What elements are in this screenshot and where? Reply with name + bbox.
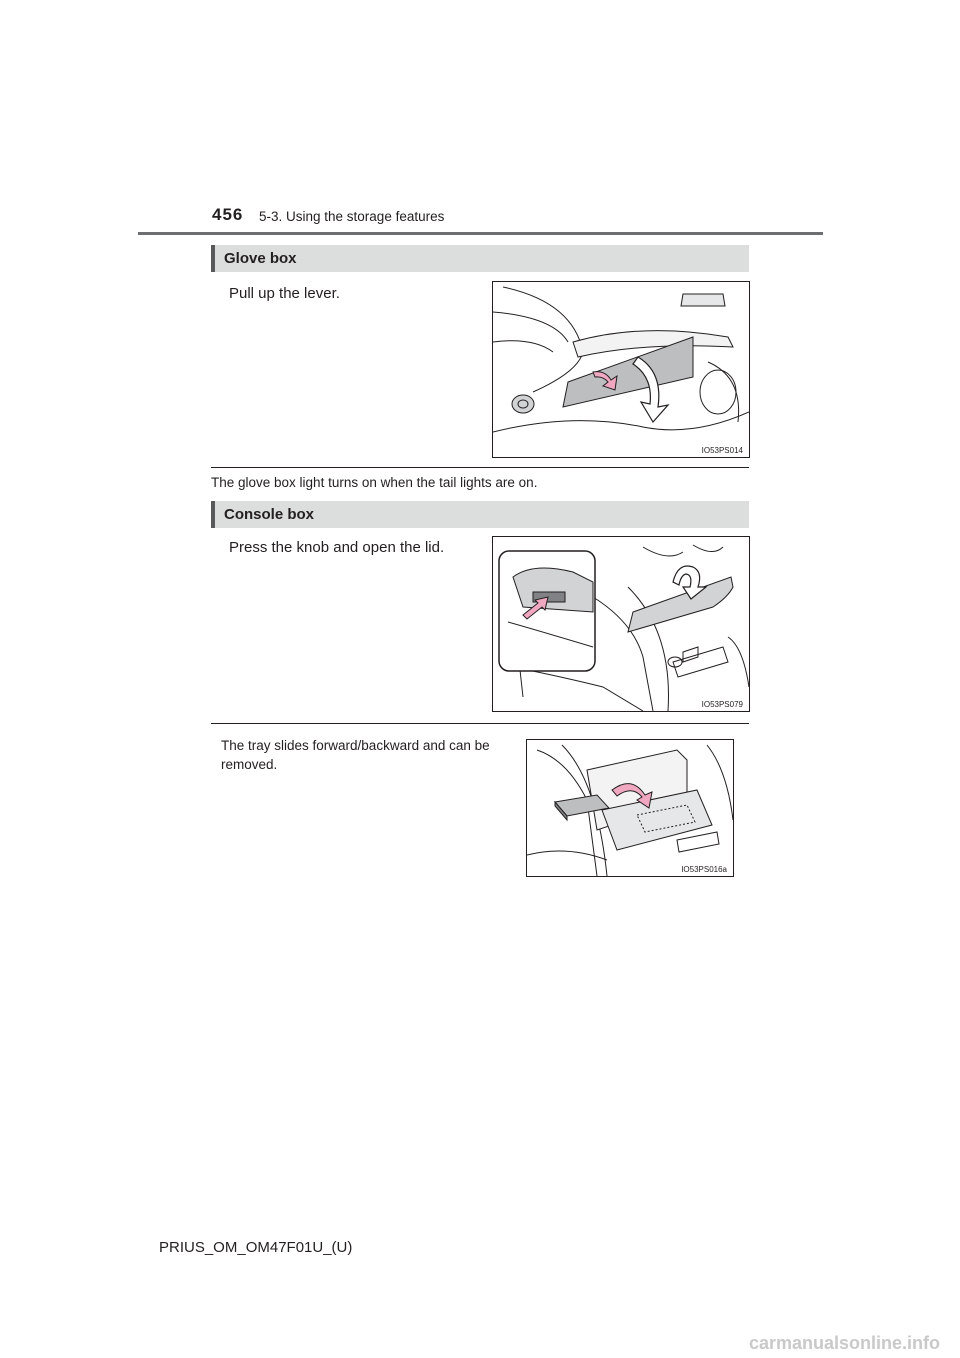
console-tray-figure-code: IO53PS016a [681, 865, 727, 874]
glove-box-figure-code: IO53PS014 [701, 446, 743, 455]
console-box-instruction: Press the knob and open the lid. [229, 539, 445, 556]
page-number: 456 [212, 205, 244, 224]
glove-box-heading-bar [211, 245, 749, 272]
section-title: 5-3. Using the storage features [259, 209, 445, 224]
watermark: carmanualsonline.info [748, 1333, 940, 1353]
console-box-figure [492, 536, 750, 712]
console-box-figure-code: IO53PS079 [701, 700, 743, 709]
footer-doc-id: PRIUS_OM_OM47F01U_(U) [159, 1239, 353, 1256]
glove-box-figure [492, 281, 750, 458]
glove-box-rule [211, 467, 749, 468]
console-box-illustration [493, 537, 749, 711]
glove-box-instruction: Pull up the lever. [229, 285, 340, 302]
console-box-heading: Console box [224, 506, 315, 523]
console-box-rule [211, 723, 749, 724]
heading-accent [211, 501, 215, 528]
glove-box-heading: Glove box [224, 250, 297, 267]
console-box-heading-bar [211, 501, 749, 528]
console-tray-figure [526, 739, 734, 877]
header-rule [138, 232, 823, 235]
glove-box-illustration [493, 282, 749, 457]
glove-box-note: The glove box light turns on when the tail lights are on. [211, 475, 538, 490]
console-tray-note: The tray slides forward/backward and can be removed. [221, 738, 490, 772]
heading-accent [211, 245, 215, 272]
console-tray-illustration [527, 740, 733, 876]
